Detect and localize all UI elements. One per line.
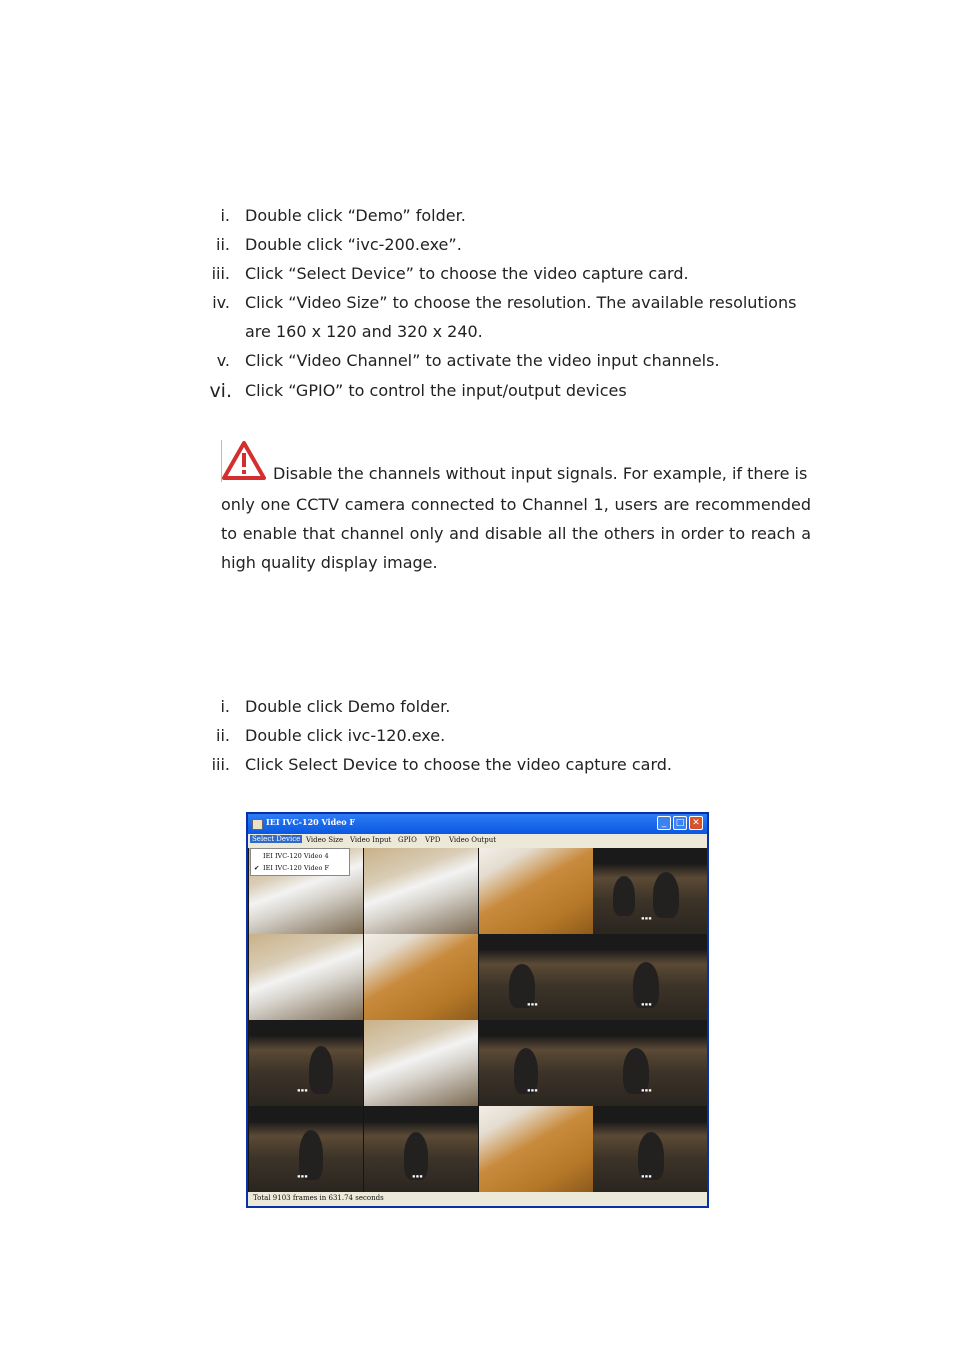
- video-channel-cell: ▪▪▪: [593, 1106, 707, 1192]
- note-line-4: high quality display image.: [221, 553, 438, 572]
- list-text-continued: are 160 x 120 and 320 x 240.: [245, 322, 483, 341]
- list-text: Click “Select Device” to choose the video capture card.: [245, 264, 689, 283]
- note-line-3: to enable that channel only and disable all the others in order to reach a: [221, 524, 811, 543]
- list-number: iii.: [211, 264, 230, 283]
- video-channel-cell: [479, 848, 593, 934]
- window-title: IEI IVC-120 Video F: [266, 817, 356, 827]
- app-window-screenshot: [246, 812, 709, 1208]
- menu-video-size[interactable]: Video Size: [306, 836, 344, 844]
- list-text: Click Select Device to choose the video capture card.: [245, 755, 672, 774]
- video-channel-cell: [249, 934, 363, 1020]
- video-channel-cell: ▪▪▪: [479, 934, 593, 1020]
- list-text: Click “GPIO” to control the input/output devices: [245, 381, 627, 400]
- check-icon: ✔: [254, 864, 260, 872]
- video-channel-cell: [364, 934, 478, 1020]
- maximize-icon[interactable]: □: [673, 816, 687, 830]
- list-text: Double click ivc-120.exe.: [245, 726, 446, 745]
- menu-bar: [248, 834, 707, 848]
- list-text: Click “Video Channel” to activate the video input channels.: [245, 351, 720, 370]
- video-grid: [248, 848, 707, 1192]
- status-text: Total 9103 frames in 631.74 seconds: [253, 1194, 384, 1202]
- list-text: Double click “Demo” folder.: [245, 206, 466, 225]
- device-option-video-4[interactable]: IEI IVC-120 Video 4: [263, 852, 329, 860]
- list-text: Click “Video Size” to choose the resolution. The available resolutions: [245, 293, 797, 312]
- video-channel-cell: ▪▪▪: [364, 1106, 478, 1192]
- list-number: iii.: [211, 755, 230, 774]
- video-channel-cell: ▪▪▪: [249, 1106, 363, 1192]
- close-icon[interactable]: ✕: [689, 816, 703, 830]
- select-device-dropdown: [250, 848, 350, 876]
- list-number: ii.: [216, 235, 230, 254]
- list-number: ii.: [216, 726, 230, 745]
- menu-video-input[interactable]: Video Input: [350, 836, 392, 844]
- minimize-icon[interactable]: _: [657, 816, 671, 830]
- list-number: iv.: [212, 293, 230, 312]
- list-number: i.: [220, 697, 230, 716]
- list-number: v.: [216, 351, 230, 370]
- list-number: i.: [220, 206, 230, 225]
- video-channel-cell: [364, 848, 478, 934]
- warning-icon: [221, 440, 267, 482]
- window-titlebar: [248, 814, 707, 834]
- video-channel-cell: ▪▪▪: [593, 1020, 707, 1106]
- menu-video-output[interactable]: Video Output: [449, 836, 497, 844]
- menu-gpio[interactable]: GPIO: [398, 836, 417, 844]
- menu-select-device[interactable]: Select Device: [252, 835, 301, 843]
- list-text: Double click “ivc-200.exe”.: [245, 235, 462, 254]
- video-channel-cell: [364, 1020, 478, 1106]
- video-channel-cell: ▪▪▪: [249, 1020, 363, 1106]
- menu-vpd[interactable]: VPD: [425, 836, 441, 844]
- list-text: Double click Demo folder.: [245, 697, 451, 716]
- video-channel-cell: ▪▪▪: [593, 848, 707, 934]
- note-line-2: only one CCTV camera connected to Channel 1, users are recommended: [221, 495, 811, 514]
- video-channel-cell: [479, 1106, 593, 1192]
- list-number: vi.: [209, 380, 232, 402]
- note-line-1: Disable the channels without input signals. For example, if there is: [273, 464, 808, 483]
- status-bar: [248, 1192, 707, 1206]
- video-channel-cell: ▪▪▪: [479, 1020, 593, 1106]
- app-icon: [252, 819, 263, 830]
- video-channel-cell: ▪▪▪: [593, 934, 707, 1020]
- device-option-video-f[interactable]: IEI IVC-120 Video F: [263, 864, 330, 872]
